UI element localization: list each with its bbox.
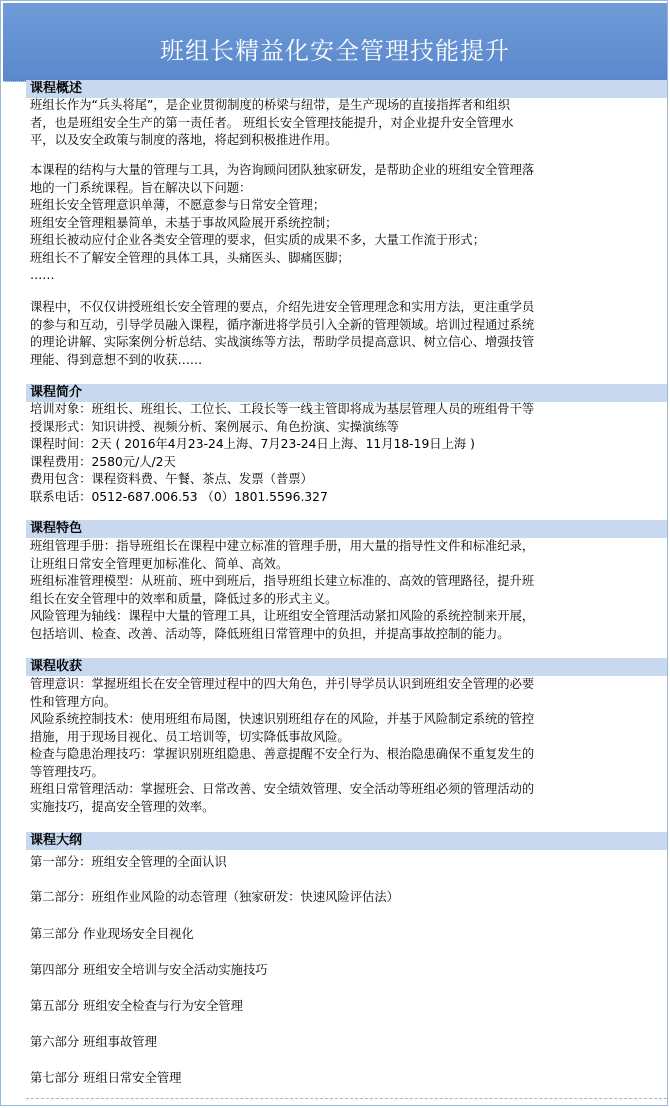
intro-text — [30, 401, 646, 506]
intro-line: 费用包含：课程资料费、午餐、茶点、发票（普票） — [30, 472, 313, 486]
intro-line: 课程费用：2580元/人/2天 — [30, 454, 176, 469]
gains-text — [30, 676, 646, 816]
gains-line: 风险系统控制技术：使用班组布局图，快速识别班组存在的风险，并基于风险制定系统的管控 — [30, 712, 535, 726]
intro-line: 课程时间：2天 ( 2016年4月23-24上海、7月23-24日上海、11月18-19日上海 ) — [30, 437, 475, 451]
overview-line: 班组长作为“兵头将尾”，是企业贯彻制度的桥梁与纽带，是生产现场的直接指挥者和组织 — [30, 98, 511, 112]
overview-line: 者，也是班组安全生产的第一责任者。 班组长安全管理技能提升，对企业提升安全管理水 — [30, 115, 514, 130]
features-line: 班组管理手册：指导班组长在课程中建立标准的管理手册，用大量的指导性文件和标准纪录， — [30, 539, 535, 553]
overview-line: 本课程的结构与大量的管理与工具，为咨询顾问团队独家研发，是帮助企业的班组安全管理落 — [30, 163, 535, 177]
bottom-divider — [26, 1098, 667, 1099]
outline-item: 第四部分 班组安全培训与安全活动实施技巧 — [30, 963, 268, 977]
features-line: 风险管理为轴线：课程中大量的管理工具，让班组安全管理活动紧扣风险的系统控制来开展， — [30, 609, 535, 623]
gains-line: 管理意识：掌握班组长在安全管理过程中的四大角色，并引导学员认识到班组安全管理的必要 — [30, 677, 535, 691]
gains-heading: 课程收获 — [30, 659, 83, 674]
overview-line: 班组长被动应付企业各类安全管理的要求，但实质的成果不多，大量工作流于形式； — [30, 233, 485, 247]
outline-item: 第五部分 班组安全检查与行为安全管理 — [30, 999, 243, 1013]
overview-line: 课程中，不仅仅讲授班组长安全管理的要点，介绍先进安全管理理念和实用方法，更注重学员 — [30, 300, 535, 314]
section-heading-overview — [26, 80, 667, 98]
section-heading-gains — [26, 658, 667, 676]
outline-item: 第七部分 班组日常安全管理 — [30, 1071, 182, 1085]
features-line: 班组标准管理模型：从班前、班中到班后，指导班组长建立标准的、高效的管理路径，提升班 — [30, 574, 535, 588]
section-heading-outline — [26, 832, 667, 850]
overview-line: 班组长安全管理意识单薄，不愿意参与日常安全管理； — [30, 198, 326, 212]
section-heading-features — [26, 520, 667, 538]
features-text — [30, 538, 646, 643]
features-heading: 课程特色 — [30, 521, 83, 536]
overview-line: 的参与和互动，引导学员融入课程，循序渐进将学员引入全新的管理领域。培训过程通过系统 — [30, 317, 535, 332]
overview-heading: 课程概述 — [30, 81, 83, 96]
intro-heading: 课程简介 — [30, 385, 83, 400]
features-line: 让班组日常安全管理更加标准化、简单、高效。 — [30, 556, 289, 571]
intro-line: 培训对象：班组长、班组长、工位长、工段长等一线主管即将成为基层管理人员的班组骨干等 — [30, 402, 535, 416]
gains-line: 性和管理方向。 — [30, 694, 117, 709]
outline-heading: 课程大纲 — [30, 833, 83, 848]
intro-line: 联系电话：0512-687.006.53 （0）1801.5596.327 — [30, 489, 328, 504]
outline-item: 第一部分：班组安全管理的全面认识 — [30, 855, 227, 869]
section-heading-intro — [26, 384, 667, 402]
overview-text — [30, 97, 646, 150]
page-title: 班组长精益化安全管理技能提升 — [160, 37, 510, 65]
overview-line: 地的一门系统课程。旨在解决以下问题： — [30, 180, 252, 195]
overview-method — [30, 299, 646, 369]
intro-line: 授课形式：知识讲授、视频分析、案例展示、角色扮演、实操演练等 — [30, 419, 399, 434]
overview-line: 班组长不了解安全管理的具体工具，头痛医头、脚痛医脚； — [30, 250, 350, 265]
overview-line: 的理论讲解、实际案例分析总结、实战演练等方法，帮助学员提高意识、树立信心、增强技管 — [30, 335, 535, 349]
overview-line: 理能、得到意想不到的收获…… — [30, 352, 203, 367]
gains-line: 班组日常管理活动：掌握班会、日常改善、安全绩效管理、安全活动等班组必须的管理活动的 — [30, 782, 535, 796]
overview-line: 平，以及安全政策与制度的落地，将起到积极推进作用。 — [30, 133, 338, 147]
overview-line: …… — [30, 268, 55, 282]
outline-item: 第三部分 作业现场安全目视化 — [30, 927, 194, 941]
features-line: 包括培训、检查、改善、活动等，降低班组日常管理中的负担，并提高事故控制的能力。 — [30, 626, 510, 641]
overview-line: 班组安全管理粗暴简单，未基于事故风险展开系统控制； — [30, 215, 338, 230]
overview-problems — [30, 162, 646, 285]
gains-line: 检查与隐患治理技巧：掌握识别班组隐患、善意提醒不安全行为、根治隐患确保不重复发生的 — [30, 747, 535, 761]
title-banner — [3, 3, 667, 82]
outline-item: 第二部分：班组作业风险的动态管理（独家研发：快速风险评估法） — [30, 890, 399, 904]
features-line: 组长在安全管理中的效率和质量，降低过多的形式主义。 — [30, 591, 338, 606]
gains-line: 措施，用于现场目视化、员工培训等，切实降低事故风险。 — [30, 729, 350, 744]
gains-line: 等管理技巧。 — [30, 764, 104, 779]
outline-item: 第六部分 班组事故管理 — [30, 1035, 157, 1049]
gains-line: 实施技巧，提高安全管理的效率。 — [30, 799, 215, 814]
